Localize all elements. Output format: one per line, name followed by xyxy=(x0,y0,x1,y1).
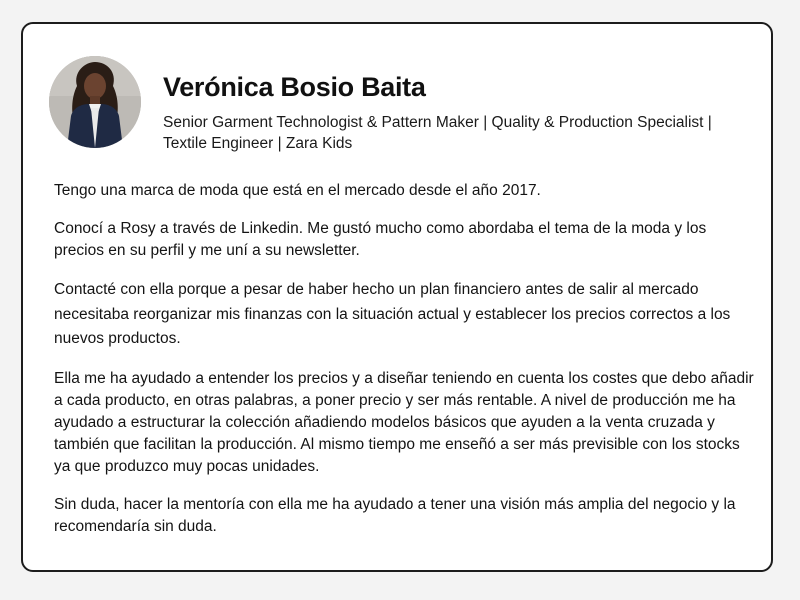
testimonial-paragraph: Sin duda, hacer la mentoría con ella me ha ayudado a tener una visión más amplia del negocio y la recomendaría sin duda. xyxy=(54,495,736,535)
testimonial-paragraph: Conocí a Rosy a través de Linkedin. Me gustó mucho como abordaba el tema de la moda y los precios en su perfil y me uní a su newsletter. xyxy=(54,220,707,259)
profile-name: Verónica Bosio Baita xyxy=(163,72,426,102)
testimonial-text xyxy=(54,180,754,554)
testimonial-card xyxy=(21,22,773,572)
profile-photo-icon xyxy=(49,56,141,148)
avatar xyxy=(49,56,141,148)
profile-headline: Senior Garment Technologist & Pattern Maker | Quality & Production Specialist | Textile Engineer | Zara Kids xyxy=(163,114,712,152)
testimonial-paragraph: Contacté con ella porque a pesar de haber hecho un plan financiero antes de salir al mercado necesitaba reorganizar mis finanzas con la situación actual y establecer los precios correctos a los nuevos productos. xyxy=(54,281,731,347)
testimonial-paragraph: Tengo una marca de moda que está en el mercado desde el año 2017. xyxy=(54,182,541,199)
testimonial-paragraph: Ella me ha ayudado a entender los precios y a diseñar teniendo en cuenta los costes que debo añadir a cada producto, en otras palabras, a poner precio y ser más rentable. A nivel de producción me ha ayudado a estructurar la colección añadiendo modelos básicos que ayuden a la venta cruzada y también que facilitan la producción. Al mismo tiempo me enseñó a ser más previsible con los stocks ya que produzco muy pocas unidades. xyxy=(54,369,754,475)
